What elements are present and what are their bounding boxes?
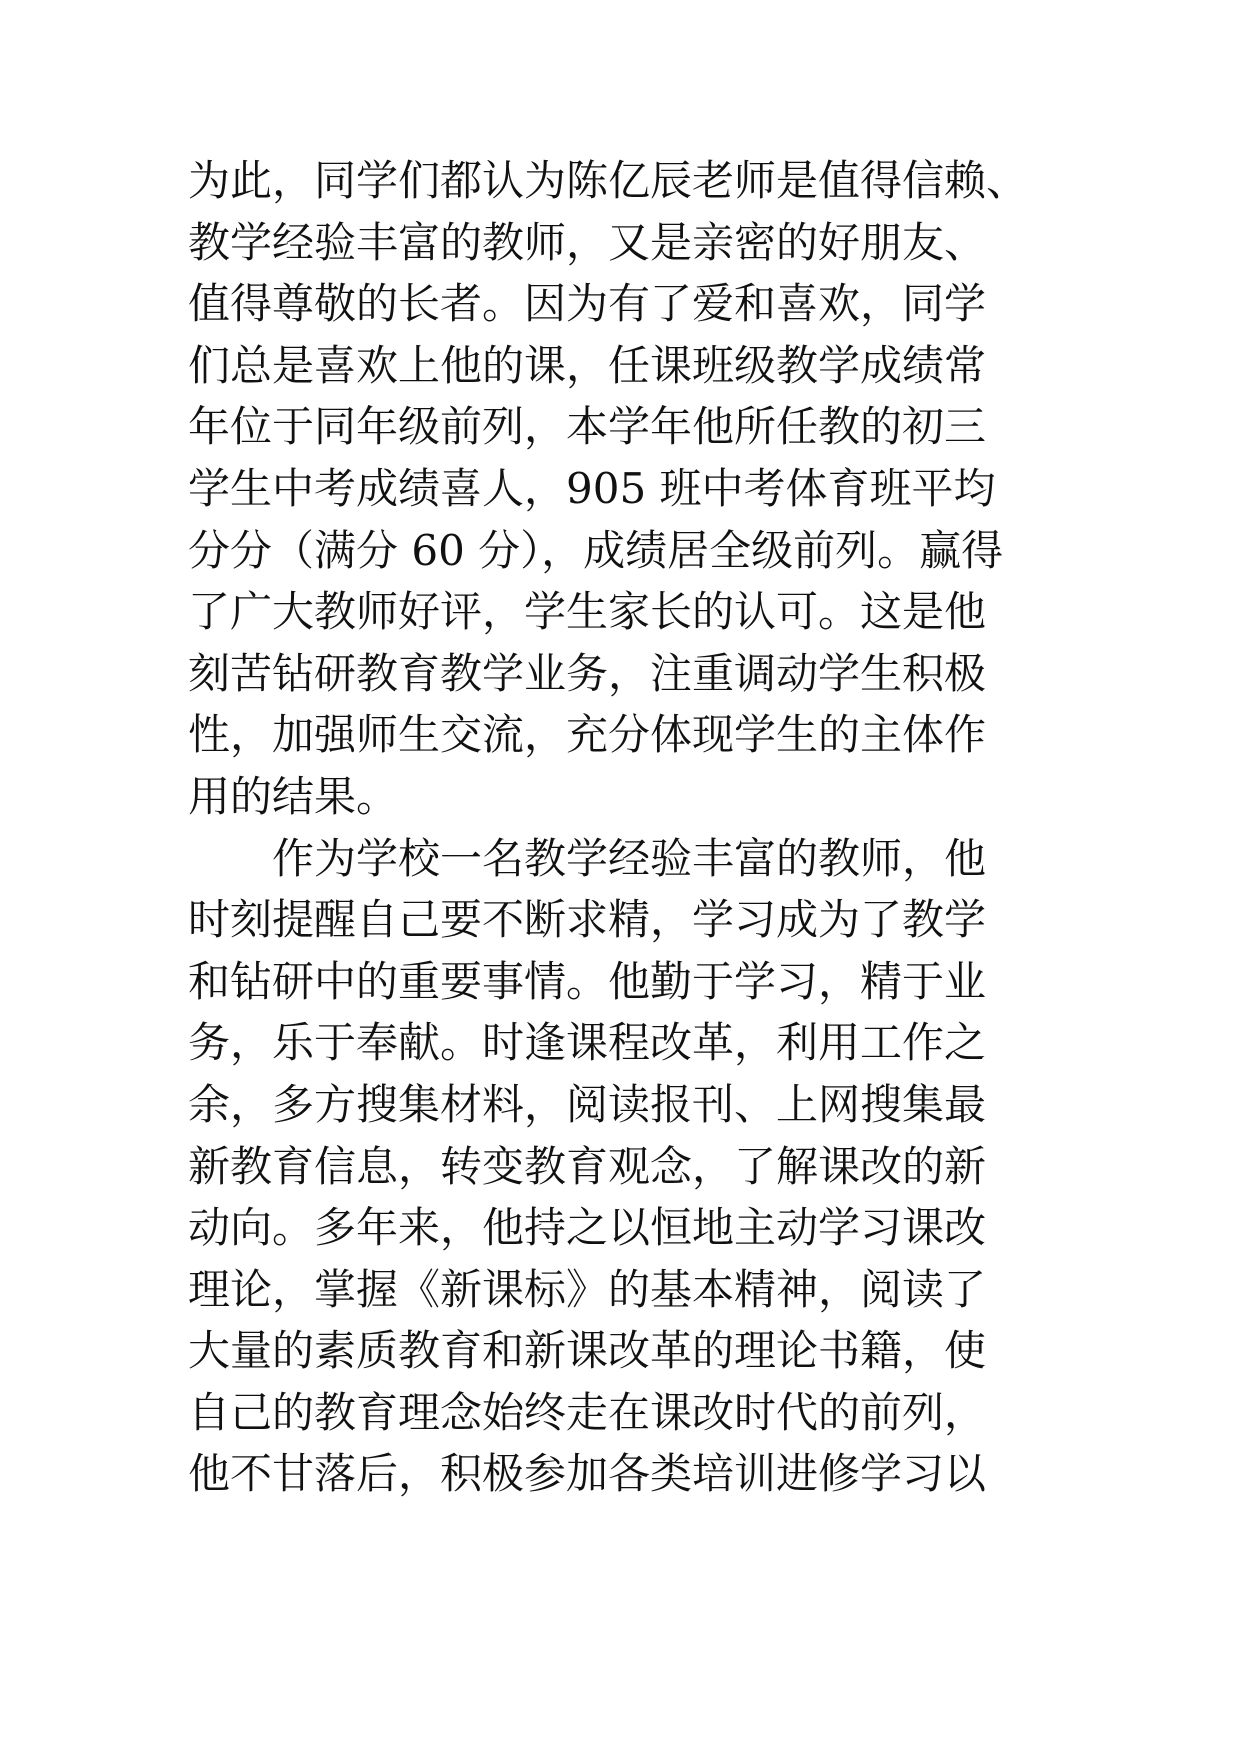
text-line: 用的结果。 bbox=[188, 771, 399, 821]
text-line: 时刻提醒自己要不断求精，学习成为了教学 bbox=[188, 895, 987, 945]
text-line: 分分（满分 60 分），成绩居全级前列。赢得 bbox=[188, 525, 1004, 575]
text-line: 了广大教师好评，学生家长的认可。这是他 bbox=[188, 587, 987, 637]
text-line: 余，多方搜集材料，阅读报刊、上网搜集最 bbox=[188, 1079, 987, 1129]
text-line: 为此，同学们都认为陈亿辰老师是值得信赖、 bbox=[188, 156, 1029, 205]
text-line: 理论，掌握《新课标》的基本精神，阅读了 bbox=[188, 1264, 987, 1314]
text-line: 大量的素质教育和新课改革的理论书籍，使 bbox=[188, 1326, 987, 1376]
text-line: 自己的教育理念始终走在课改时代的前列， bbox=[188, 1387, 987, 1437]
text-line: 新教育信息，转变教育观念，了解课改的新 bbox=[188, 1141, 987, 1191]
body-text bbox=[188, 150, 1148, 1505]
text-line: 他不甘落后，积极参加各类培训进修学习以 bbox=[188, 1449, 987, 1499]
text-line: 值得尊敬的长者。因为有了爱和喜欢，同学 bbox=[188, 279, 987, 329]
text-line: 刻苦钻研教育教学业务，注重调动学生积极 bbox=[188, 648, 987, 698]
text-line: 年位于同年级前列，本学年他所任教的初三 bbox=[188, 402, 987, 452]
text-line: 性，加强师生交流，充分体现学生的主体作 bbox=[188, 710, 987, 760]
text-line: 动向。多年来，他持之以恒地主动学习课改 bbox=[188, 1203, 987, 1253]
paragraph-start-line: 作为学校一名教学经验丰富的教师，他 bbox=[272, 833, 987, 883]
text-line: 学生中考成绩喜人，905 班中考体育班平均 bbox=[188, 463, 996, 513]
text-line: 务，乐于奉献。时逢课程改革，利用工作之 bbox=[188, 1018, 987, 1068]
text-line: 们总是喜欢上他的课，任课班级教学成绩常 bbox=[188, 340, 987, 390]
text-line: 和钻研中的重要事情。他勤于学习，精于业 bbox=[188, 956, 987, 1006]
text-line: 教学经验丰富的教师，又是亲密的好朋友、 bbox=[188, 217, 987, 267]
